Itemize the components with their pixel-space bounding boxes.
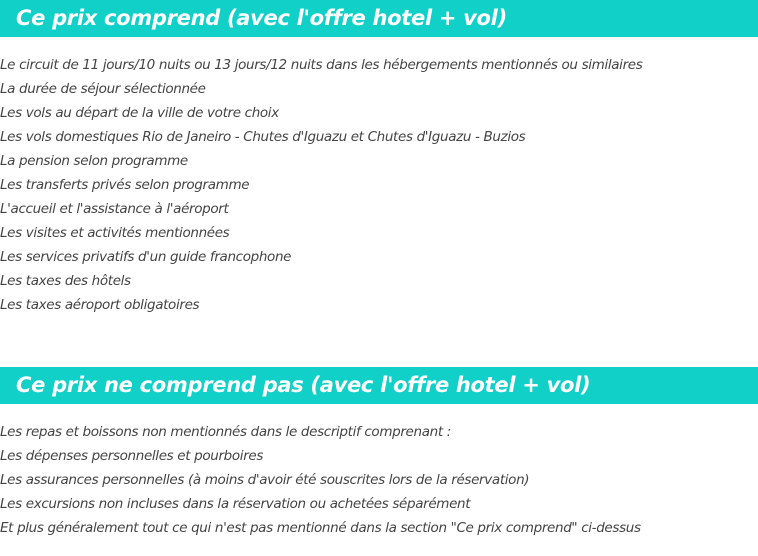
excluded-item: Les repas et boissons non mentionnés dans le descriptif comprenant : [0, 424, 451, 440]
excluded-section-title: Ce prix ne comprend pas (avec l'offre hotel + vol) [16, 373, 591, 397]
included-items-list [0, 53, 642, 317]
excluded-item: Les excursions non incluses dans la réservation ou achetées séparément [0, 496, 471, 512]
excluded-section-header [0, 367, 758, 404]
excluded-item: Et plus généralement tout ce qui n'est pas mentionné dans la section "Ce prix comprend" ci-dessus [0, 520, 641, 536]
excluded-item: Les dépenses personnelles et pourboires [0, 448, 264, 464]
included-section-header [0, 0, 758, 37]
included-item: Les taxes des hôtels [0, 273, 131, 289]
included-item: Les taxes aéroport obligatoires [0, 297, 200, 313]
included-item: Le circuit de 11 jours/10 nuits ou 13 jours/12 nuits dans les hébergements mentionnés ou similaires [0, 57, 643, 73]
included-item: Les vols domestiques Rio de Janeiro - Chutes d'Iguazu et Chutes d'Iguazu - Buzios [0, 129, 526, 145]
included-item: Les visites et activités mentionnées [0, 225, 230, 241]
included-item: La durée de séjour sélectionnée [0, 81, 206, 97]
excluded-items-list [0, 420, 641, 540]
included-item: Les services privatifs d'un guide francophone [0, 249, 292, 265]
excluded-item: Les assurances personnelles (à moins d'avoir été souscrites lors de la réservation) [0, 472, 530, 488]
included-item: Les transferts privés selon programme [0, 177, 250, 193]
included-section-title: Ce prix comprend (avec l'offre hotel + vol) [16, 6, 507, 30]
included-item: Les vols au départ de la ville de votre choix [0, 105, 279, 121]
included-item: L'accueil et l'assistance à l'aéroport [0, 201, 229, 217]
included-item: La pension selon programme [0, 153, 188, 169]
